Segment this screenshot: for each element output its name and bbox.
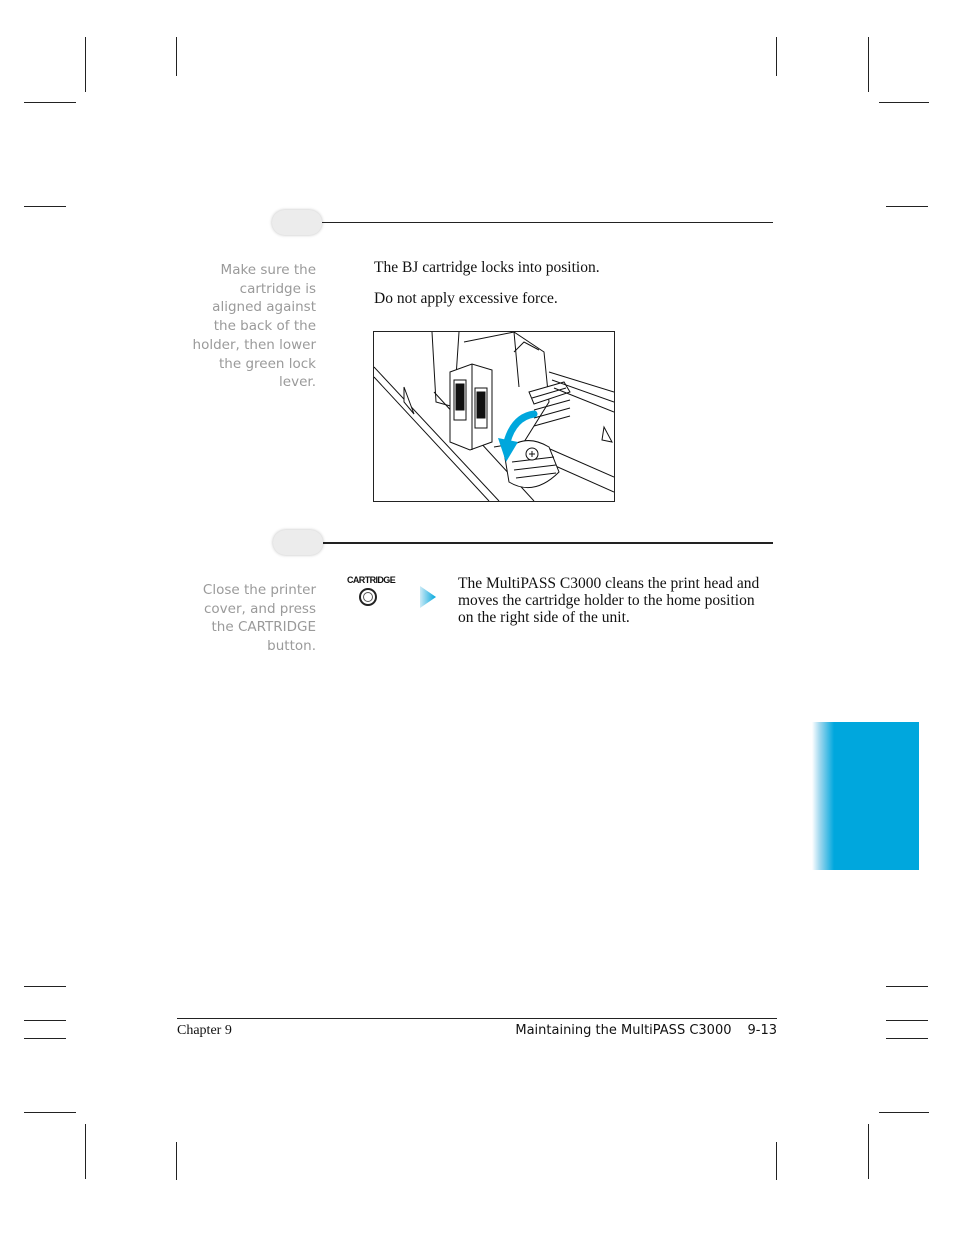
- crop-mark: [776, 37, 777, 76]
- step-marker: [272, 210, 322, 235]
- crop-mark: [879, 102, 929, 103]
- footer-section: [515, 1023, 777, 1038]
- step-marker: [273, 530, 323, 555]
- crop-mark: [868, 37, 869, 92]
- step1-instruction: Make sure the cartridge is aligned against the back of the holder, then lower the green lock lever.: [192, 262, 316, 391]
- step1-text-2: Do not apply excessive force.: [374, 290, 558, 307]
- chapter-tab: [812, 722, 919, 870]
- crop-mark: [886, 206, 928, 207]
- step2-instruction: Close the printer cover, and press the CARTRIDGE button.: [202, 582, 316, 655]
- page-number: 9-13: [747, 1023, 777, 1038]
- cartridge-lock-drawing: [374, 332, 614, 501]
- crop-mark: [85, 37, 86, 92]
- cartridge-button-icon: [347, 575, 399, 615]
- crop-mark: [24, 1112, 76, 1113]
- crop-mark: [85, 1124, 86, 1179]
- crop-mark: [24, 102, 76, 103]
- step2-description: The MultiPASS C3000 cleans the print head and moves the cartridge holder to the home position on the right side of the unit.: [458, 575, 760, 626]
- crop-mark: [24, 1020, 66, 1021]
- crop-mark: [879, 1112, 929, 1113]
- cartridge-button-circle: [359, 588, 377, 606]
- crop-mark: [868, 1124, 869, 1179]
- crop-mark: [24, 206, 66, 207]
- crop-mark: [886, 1020, 928, 1021]
- crop-mark: [886, 1038, 928, 1039]
- crop-mark: [24, 986, 66, 987]
- crop-mark: [176, 1142, 177, 1180]
- crop-mark: [886, 986, 928, 987]
- cartridge-button-label: CARTRIDGE: [347, 575, 396, 585]
- cartridge-illustration: [373, 331, 615, 502]
- step-arrow-icon: [420, 586, 436, 608]
- footer-rule: [177, 1018, 777, 1019]
- crop-mark: [24, 1038, 66, 1039]
- footer-section-title: Maintaining the MultiPASS C3000: [515, 1023, 732, 1038]
- step1-text-1: The BJ cartridge locks into position.: [374, 259, 600, 276]
- crop-mark: [776, 1142, 777, 1180]
- footer-chapter: Chapter 9: [177, 1023, 232, 1038]
- step-rule: [322, 222, 773, 223]
- step-rule: [323, 542, 773, 544]
- crop-mark: [176, 37, 177, 76]
